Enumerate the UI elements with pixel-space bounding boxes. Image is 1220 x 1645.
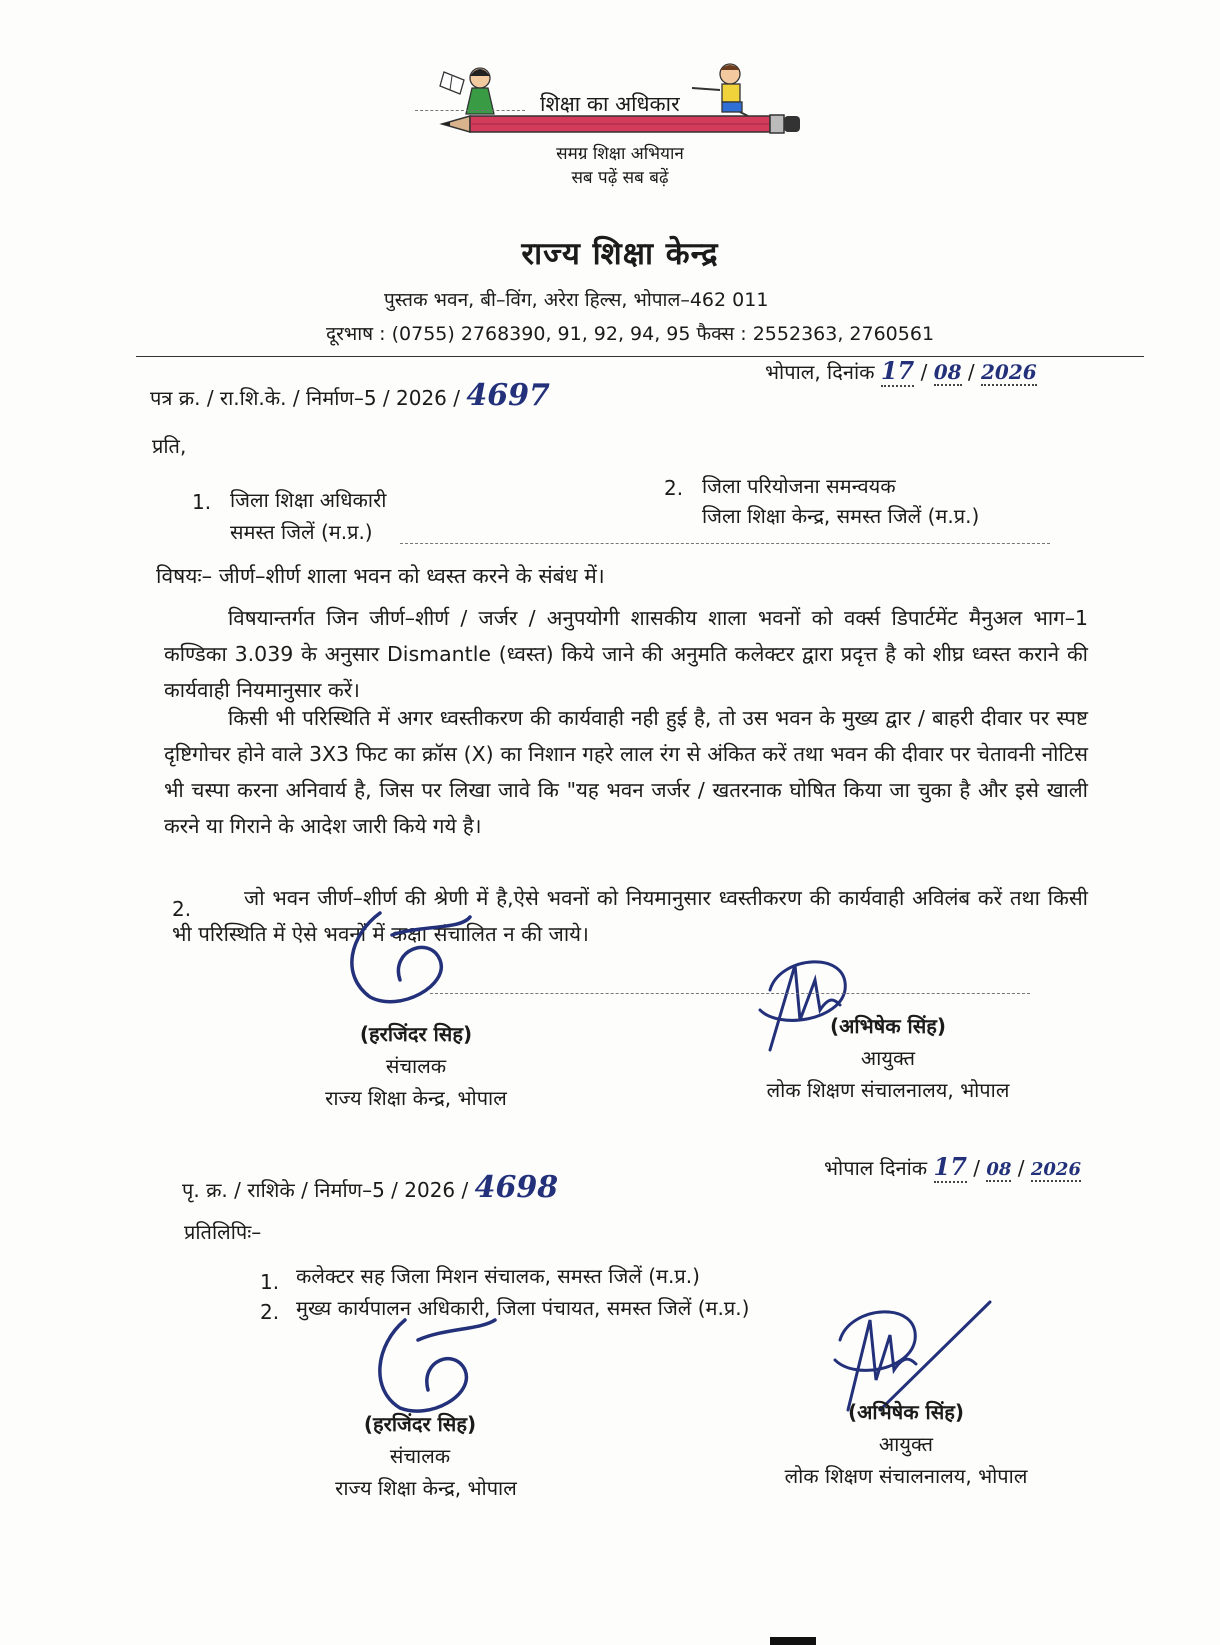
signatory-left-name-1: (हरजिंदर सिह)	[359, 1022, 473, 1046]
signatory-right-name-1: (अभिषेक सिंह)	[829, 1014, 946, 1038]
copy-item-2-text: मुख्य कार्यपालन अधिकारी, जिला पंचायत, समस्त जिलें (म.प्र.)	[296, 1296, 750, 1320]
recipient-1-num: 1.	[192, 490, 212, 514]
copy-label: प्रतिलिपिः–	[184, 1220, 262, 1244]
to-label: प्रति,	[152, 434, 187, 458]
signature-left-1	[330, 905, 480, 1015]
org-address: पुस्तक भवन, बी–विंग, अरेरा हिल्स, भोपाल–462 011	[384, 289, 769, 311]
signature-divider-1	[430, 993, 1030, 994]
letter-date-prefix: भोपाल, दिनांक	[765, 360, 875, 384]
paragraph-2: किसी भी परिस्थिति में अगर ध्वस्तीकरण की कार्यवाही नही हुई है, तो उस भवन के मुख्य द्वार / बाहरी दीवार पर स्पष्ट दृष्टिगोचर होने वाले 3X3 फिट का क्रॉस (X) का निशान गहरे लाल रंग से अंकित करें तथा भवन की दीवार पर चेतावनी नोटिस भी चस्पा करना अनिवार्य है, जिस पर लिखा जावे कि "यह भवन जर्जर / खतरनाक घोषित किया जा चुका है और इसे खाली करने या गिराने के आदेश जारी किये गये है।	[164, 706, 1088, 838]
recipient-2-line1: जिला परियोजना समन्वयक	[702, 474, 896, 498]
signatory-left-title-2: संचालक	[389, 1444, 451, 1468]
scan-mark	[770, 1637, 816, 1645]
logo-line-1: समग्र शिक्षा अभियान	[556, 144, 684, 164]
copy-date-month: 08	[986, 1159, 1012, 1180]
paragraph-3-num: 2.	[172, 897, 192, 921]
copy-ref-number: 4698	[474, 1170, 559, 1205]
recipient-divider	[400, 543, 1050, 544]
letter-ref-prefix: पत्र क्र. / रा.शि.के. / निर्माण–5 / 2026 /	[150, 386, 461, 410]
org-name: राज्य शिक्षा केन्द्र	[521, 236, 719, 272]
signatory-left-office-2: राज्य शिक्षा केन्द्र, भोपाल	[335, 1476, 517, 1500]
signatory-right-name-2: (अभिषेक सिंह)	[847, 1400, 964, 1424]
letter-date-day: 17	[880, 356, 915, 385]
copy-date-year: 2026	[1030, 1159, 1081, 1180]
signature-left-2	[360, 1310, 510, 1420]
copy-item-1-num: 1.	[260, 1270, 280, 1294]
copy-date: भोपाल दिनांक 17 / 08 / 2026	[824, 1152, 1081, 1181]
letter-ref-number: 4697	[466, 378, 550, 413]
signatory-left-name-2: (हरजिंदर सिह)	[363, 1412, 477, 1436]
letter-date-year: 2026	[981, 360, 1037, 384]
signatory-right-title-1: आयुक्त	[860, 1046, 916, 1070]
copy-date-prefix: भोपाल दिनांक	[824, 1156, 928, 1180]
signatory-left-office-1: राज्य शिक्षा केन्द्र, भोपाल	[325, 1086, 507, 1110]
copy-date-day: 17	[933, 1152, 967, 1181]
signatory-right-office-2: लोक शिक्षण संचालनालय, भोपाल	[784, 1464, 1028, 1488]
org-phone: दूरभाष : (0755) 2768390, 91, 92, 94, 95 फैक्स : 2552363, 2760561	[326, 323, 935, 345]
signatory-right-title-2: आयुक्त	[878, 1432, 934, 1456]
recipient-1-line2: समस्त जिलें (म.प्र.)	[230, 520, 373, 544]
copy-ref	[182, 1170, 558, 1205]
signatory-right-office-1: लोक शिक्षण संचालनालय, भोपाल	[766, 1078, 1010, 1102]
logo-line-2: सब पढ़ें सब बढ़ें	[571, 168, 669, 188]
recipient-1-line1: जिला शिक्षा अधिकारी	[230, 488, 387, 512]
copy-ref-prefix: पृ. क्र. / राशिके / निर्माण–5 / 2026 /	[182, 1178, 469, 1202]
subject-line: विषयः– जीर्ण–शीर्ण शाला भवन को ध्वस्त करने के संबंध में।	[156, 564, 605, 588]
paragraph-1: विषयान्तर्गत जिन जीर्ण–शीर्ण / जर्जर / अनुपयोगी शासकीय शाला भवनों को वर्क्स डिपार्टमेंट मैनुअल भाग–1 कण्डिका 3.039 के अनुसार Dismantle (ध्वस्त) किये जाने की अनुमति कलेक्टर द्वारा प्रदृत्त है को शीघ्र ध्वस्त कराने की कार्यवाही नियमानुसार करें।	[164, 606, 1088, 702]
signatory-left-title-1: संचालक	[385, 1054, 447, 1078]
copy-item-2-num: 2.	[260, 1300, 280, 1324]
letter-date-month: 08	[933, 360, 962, 384]
letter-ref	[150, 378, 550, 413]
recipient-2-line2: जिला शिक्षा केन्द्र, समस्त जिलें (म.प्र.)	[702, 504, 980, 528]
logo-title: शिक्षा का अधिकार	[540, 92, 680, 116]
boy-sitting-icon	[692, 64, 748, 116]
letter-date: भोपाल, दिनांक 17 / 08 / 2026	[765, 356, 1037, 385]
copy-item-1-text: कलेक्टर सह जिला मिशन संचालक, समस्त जिलें (म.प्र.)	[296, 1264, 700, 1288]
paragraph-3: जो भवन जीर्ण–शीर्ण की श्रेणी में है,ऐसे भवनों को नियमानुसार ध्वस्तीकरण की कार्यवाही अविलंब करें तथा किसी भी परिस्थिति में ऐसे भवनों में कक्षा संचालित न की जाये।	[172, 886, 1088, 946]
girl-reading-icon	[440, 68, 494, 114]
recipient-2-num: 2.	[664, 476, 684, 500]
